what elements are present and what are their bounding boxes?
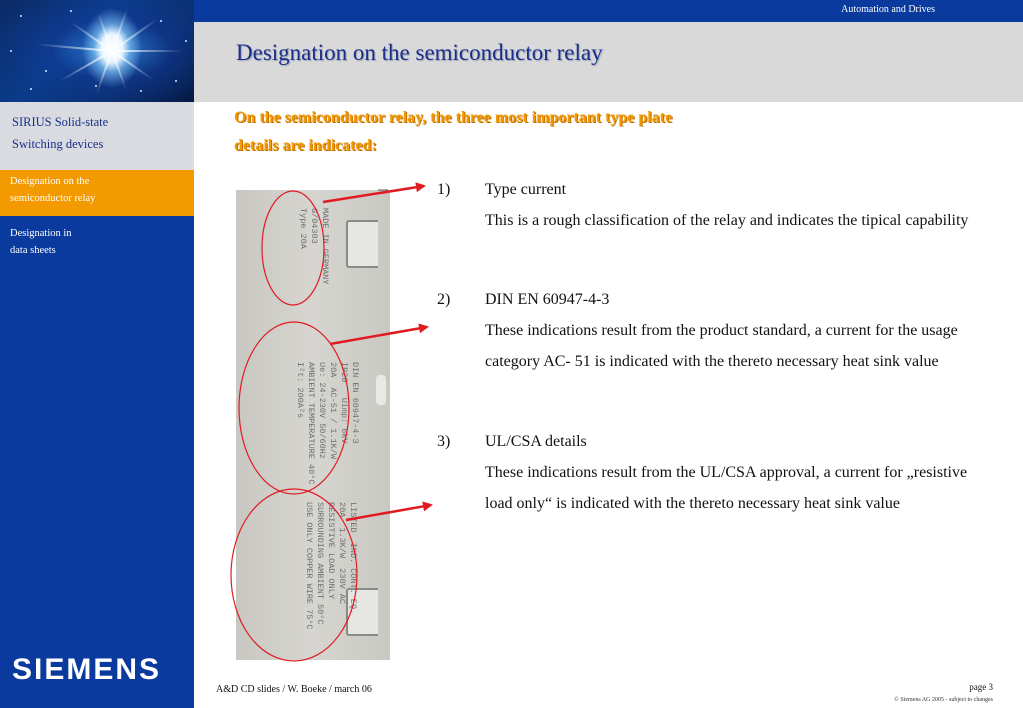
page-number: page 3 xyxy=(969,682,993,692)
arrow-2 xyxy=(330,327,427,344)
siemens-logo: SIEMENS xyxy=(12,653,162,686)
sidebar-item-label: Designation in xyxy=(10,228,72,239)
sidebar-item-label: Designation on the xyxy=(10,176,90,187)
item-description: This is a rough classification of the relay and indicates the tipical capability xyxy=(485,212,969,229)
intro-line1: On the semiconductor relay, the three most important type plate xyxy=(234,109,673,126)
footer-copyright: © Siemens AG 2005 - subject to changes xyxy=(894,697,993,703)
list-item xyxy=(437,426,997,519)
page-title: Designation on the semiconductor relay xyxy=(236,40,603,65)
plate-text-block1: MADE IN GERMANY G/04303 Type 20A xyxy=(298,208,330,285)
item-description: These indications result from the UL/CSA approval, a current for „resistive load only“ is indicated with the thereto necessary heat sink value xyxy=(485,464,968,512)
arrow-3 xyxy=(346,505,431,520)
sidebar-item-label: data sheets xyxy=(10,245,56,256)
item-number: 1) xyxy=(437,181,451,198)
sidebar-item-label: semiconductor relay xyxy=(10,193,96,204)
item-description: These indications result from the product standard, a current for the usage category AC- 51 is indicated with the thereto necessary heat sink value xyxy=(485,322,958,370)
list-item xyxy=(437,174,997,284)
section-title-line1: SIRIUS Solid-state xyxy=(12,115,109,129)
highlight-ellipse-type-current xyxy=(262,191,324,305)
item-number: 3) xyxy=(437,433,451,450)
highlight-ellipse-ul-csa xyxy=(231,489,357,661)
top-bar-label: Automation and Drives xyxy=(841,4,935,15)
arrow-1 xyxy=(323,186,424,202)
item-title: UL/CSA details xyxy=(485,433,587,450)
plate-text-block3: LISTED IND. CONT. EQ. 20A 1.3K/W 230V AC RESISTIVE LOAD ONLY SURROUNDING AMBIENT 50°C USE ONLY COPPER WIRE 75°C xyxy=(304,502,358,630)
item-title: Type current xyxy=(485,181,567,198)
intro-line2: details are indicated: xyxy=(234,137,377,154)
footer-author: A&D CD slides / W. Boeke / march 06 xyxy=(216,684,372,695)
item-title: DIN EN 60947-4-3 xyxy=(485,291,610,308)
item-number: 2) xyxy=(437,291,451,308)
plate-text-block2: DIN EN 60947-4-3 IP20 Uimp: 6kV 20A AC-51 / 1.1K/W Ue: 24-230V 50/60Hz AMBIENT TEMPERATURE 40°C I²t: 200A²s xyxy=(295,362,360,485)
designation-list xyxy=(437,174,997,519)
section-title-line2: Switching devices xyxy=(12,137,104,151)
list-item xyxy=(437,284,997,426)
highlight-ellipse-din-en xyxy=(239,322,349,494)
